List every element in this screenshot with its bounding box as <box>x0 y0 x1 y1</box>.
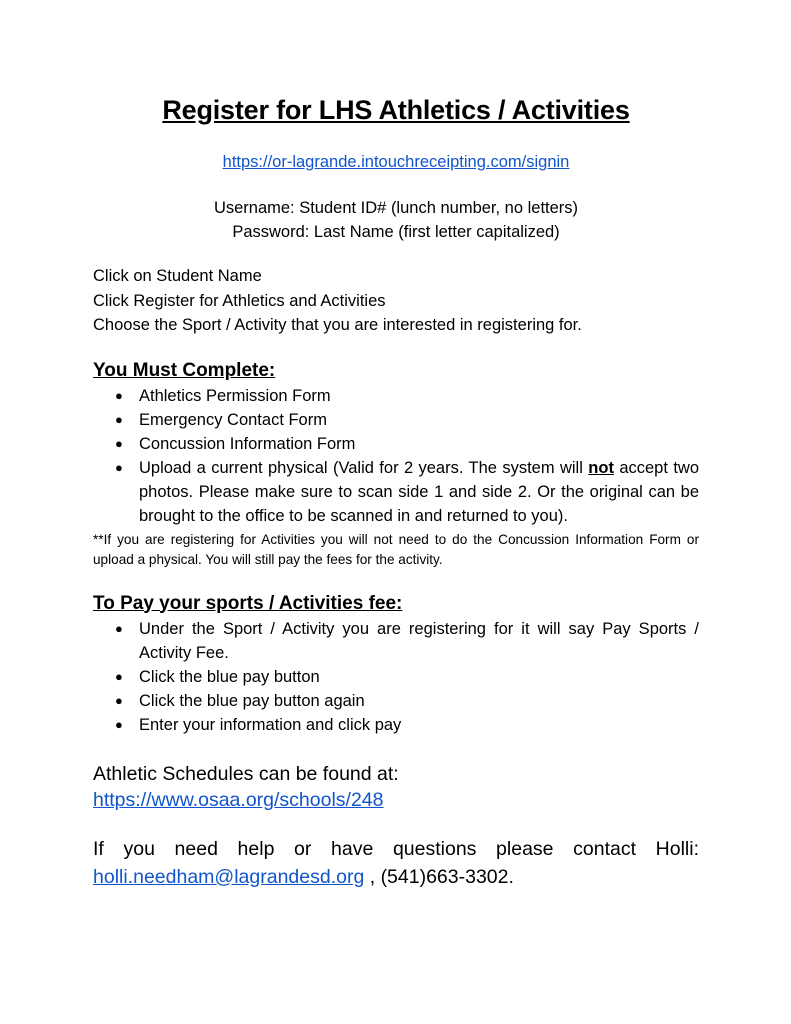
bullet-icon: ● <box>115 620 123 636</box>
bullet-icon: ● <box>115 716 123 732</box>
list-item <box>93 617 699 665</box>
schedules-block <box>93 761 699 813</box>
bullet-icon: ● <box>115 411 123 427</box>
signin-link[interactable]: https://or-lagrande.intouchreceipting.com/signin <box>222 153 570 171</box>
help-block <box>93 835 699 891</box>
list-item <box>93 432 699 456</box>
bullet-icon: ● <box>115 459 123 475</box>
activities-note: **If you are registering for Activities you will not need to do the Concussion Information Form or upload a physical. You will still pay the fees for the activity. <box>93 531 699 567</box>
bullet-icon: ● <box>115 387 123 403</box>
page-title: Register for LHS Athletics / Activities <box>162 95 630 125</box>
must-complete-heading: You Must Complete: <box>93 359 276 381</box>
username-instructions: Username: Student ID# (lunch number, no letters) <box>213 199 579 217</box>
physical-text-after: accept two photos. Please make sure to scan side 1 and side 2. Or the original can be brought to the office to be scanned in and returned to you). <box>139 458 699 525</box>
help-email-link[interactable]: holli.needham@lagrandesd.org <box>93 865 365 888</box>
bullet-icon: ● <box>115 435 123 451</box>
step-line: Choose the Sport / Activity that you are interested in registering for. <box>93 316 582 334</box>
physical-emphasis: not <box>588 458 614 477</box>
step-line: Click Register for Athletics and Activities <box>93 291 386 310</box>
list-item-physical <box>93 456 699 528</box>
physical-text-before: Upload a current physical (Valid for 2 years. The system will <box>139 458 589 477</box>
list-item-text: Under the Sport / Activity you are registering for it will say Pay Sports / Activity Fee. <box>139 619 699 662</box>
schedules-text: Athletic Schedules can be found at: <box>93 762 399 785</box>
list-item-text: Emergency Contact Form <box>139 410 327 429</box>
list-item-text: Athletics Permission Form <box>139 386 331 405</box>
credentials-block <box>93 196 699 244</box>
pay-fee-list <box>93 617 699 737</box>
list-item <box>93 384 699 408</box>
list-item-text: Enter your information and click pay <box>139 715 402 734</box>
step-line: Click on Student Name <box>93 267 262 285</box>
bullet-icon: ● <box>115 692 123 708</box>
signin-line <box>93 150 699 174</box>
registration-steps <box>93 264 699 338</box>
list-item <box>93 408 699 432</box>
bullet-icon: ● <box>115 668 123 684</box>
help-text: If you need help or have questions please contact Holli: <box>93 837 699 860</box>
list-item <box>93 665 699 689</box>
list-item <box>93 689 699 713</box>
pay-fee-heading: To Pay your sports / Activities fee: <box>93 592 403 614</box>
list-item-text: Click the blue pay button again <box>139 691 365 710</box>
list-item-text: Concussion Information Form <box>139 434 356 453</box>
help-phone: , (541)663-3302. <box>364 865 514 888</box>
password-instructions: Password: Last Name (first letter capitalized) <box>232 223 560 241</box>
list-item <box>93 713 699 737</box>
list-item-text: Click the blue pay button <box>139 667 320 686</box>
must-complete-list <box>93 384 699 528</box>
schedules-link[interactable]: https://www.osaa.org/schools/248 <box>93 788 384 811</box>
document-page <box>93 92 699 891</box>
